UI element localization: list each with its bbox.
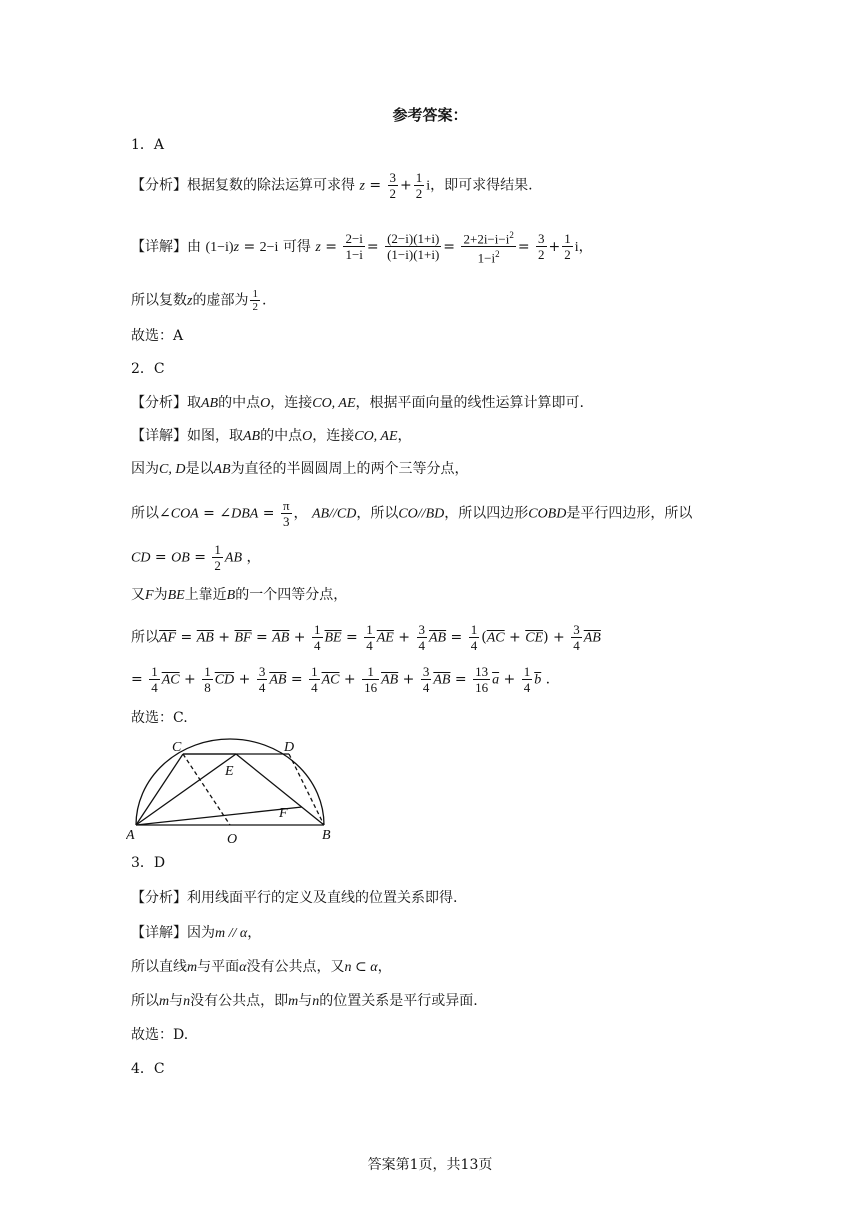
segment-db: [289, 754, 324, 825]
q1-conclusion: 所以复数z的虚部为 $\frac{1}{2}$ .: [131, 288, 267, 313]
label-o: O: [227, 832, 238, 847]
label-e: E: [225, 764, 234, 779]
q1-number: 1．A: [131, 137, 165, 153]
page-title: 参考答案：: [392, 106, 468, 124]
q3-detail: 【详解】因为m // α，: [131, 925, 262, 941]
q1-analysis: 【分析】根据复数的除法运算可求得 z = $\frac{3}{2}$ + $\frac{1}{2}$ i，即可求得结果.: [131, 170, 533, 201]
q2-analysis: 【分析】取AB的中点O，连接CO, AE，根据平面向量的线性运算计算即可.: [131, 395, 584, 411]
label-c: C: [172, 740, 182, 755]
q2-number: 2．C: [131, 361, 165, 377]
q2-line3: 因为C, D是以AB为直径的半圆圆周上的两个三等分点，: [131, 461, 469, 477]
label-d: D: [284, 740, 295, 755]
q2-line8: = $\frac{1}{4}$ $\overline{AC}$ + $\frac{1}{8}$ $\overline{CD}$ + $\frac{3}{4}$ $\overline{AB}$ = $\frac{1}{4}$ $\overline{AC}$ + $\frac{1}{16}$ $\overline{AB}$ + $\frac{3}{4}$ $\overline{AB}$ = $\frac{13}{16}$ $\overline{a}$ + $\frac{1}{4}$ $\overline{b}$ .: [131, 664, 551, 695]
q3-choice: 故选：D.: [131, 1027, 189, 1043]
q2-choice: 故选：C.: [131, 710, 188, 726]
q1-choice: 故选：A: [131, 328, 184, 344]
q3-analysis: 【分析】利用线面平行的定义及直线的位置关系即得.: [131, 890, 458, 906]
q2-line5: CD = OB = $\frac{1}{2}$ AB ，: [131, 542, 261, 573]
q2-line7: 所以$\overline{AF} = \overline{AB} + \overline{BF} = \overline{AB}$ + $\frac{1}{4}$ $\overline{BE}$ = $\frac{1}{4}$ $\overline{AE}$ + $\frac{3}{4}$ $\overline{AB}$ = $\frac{1}{4}$ $(\overline{AC} + \overline{CE})$ + $\frac{3}{4}$ $\overline{AB}$: [131, 622, 601, 653]
q2-line4: 所以∠COA = ∠DBA = $\frac{\pi}{3}$ ， AB//CD，所以CO//BD，所以四边形COBD是平行四边形，所以: [131, 498, 693, 529]
label-b: B: [322, 828, 331, 843]
label-f: F: [279, 806, 288, 821]
q3-line2: 所以直线m与平面α没有公共点，又n ⊂ α，: [131, 959, 392, 975]
label-a: A: [126, 828, 135, 843]
page-footer: 答案第1页，共13页: [367, 1157, 493, 1173]
q2-line6: 又F为BE上靠近B的一个四等分点，: [131, 587, 348, 603]
q4-number: 4．C: [131, 1061, 165, 1077]
segment-co: [183, 754, 230, 825]
segment-af: [136, 807, 302, 825]
segment-ac: [136, 754, 183, 825]
segment-ae: [136, 754, 236, 825]
q1-detail: 【详解】由 (1−i)z = 2−i 可得 z = $\frac{2-i}{1-i}$ = $\frac{(2-i)(1+i)}{(1-i)(1+i)}$ = $\frac{2+2i-i-i^2}{1-i^2}$ = $\frac{3}{2}$ + $\frac{1}{2}$ i，: [131, 230, 593, 266]
q2-detail: 【详解】如图，取AB的中点O，连接CO, AE，: [131, 428, 412, 444]
semicircle-diagram: [126, 735, 341, 847]
q3-number: 3．D: [131, 855, 166, 871]
q3-line3: 所以m与n没有公共点，即m与n的位置关系是平行或异面.: [131, 993, 478, 1009]
